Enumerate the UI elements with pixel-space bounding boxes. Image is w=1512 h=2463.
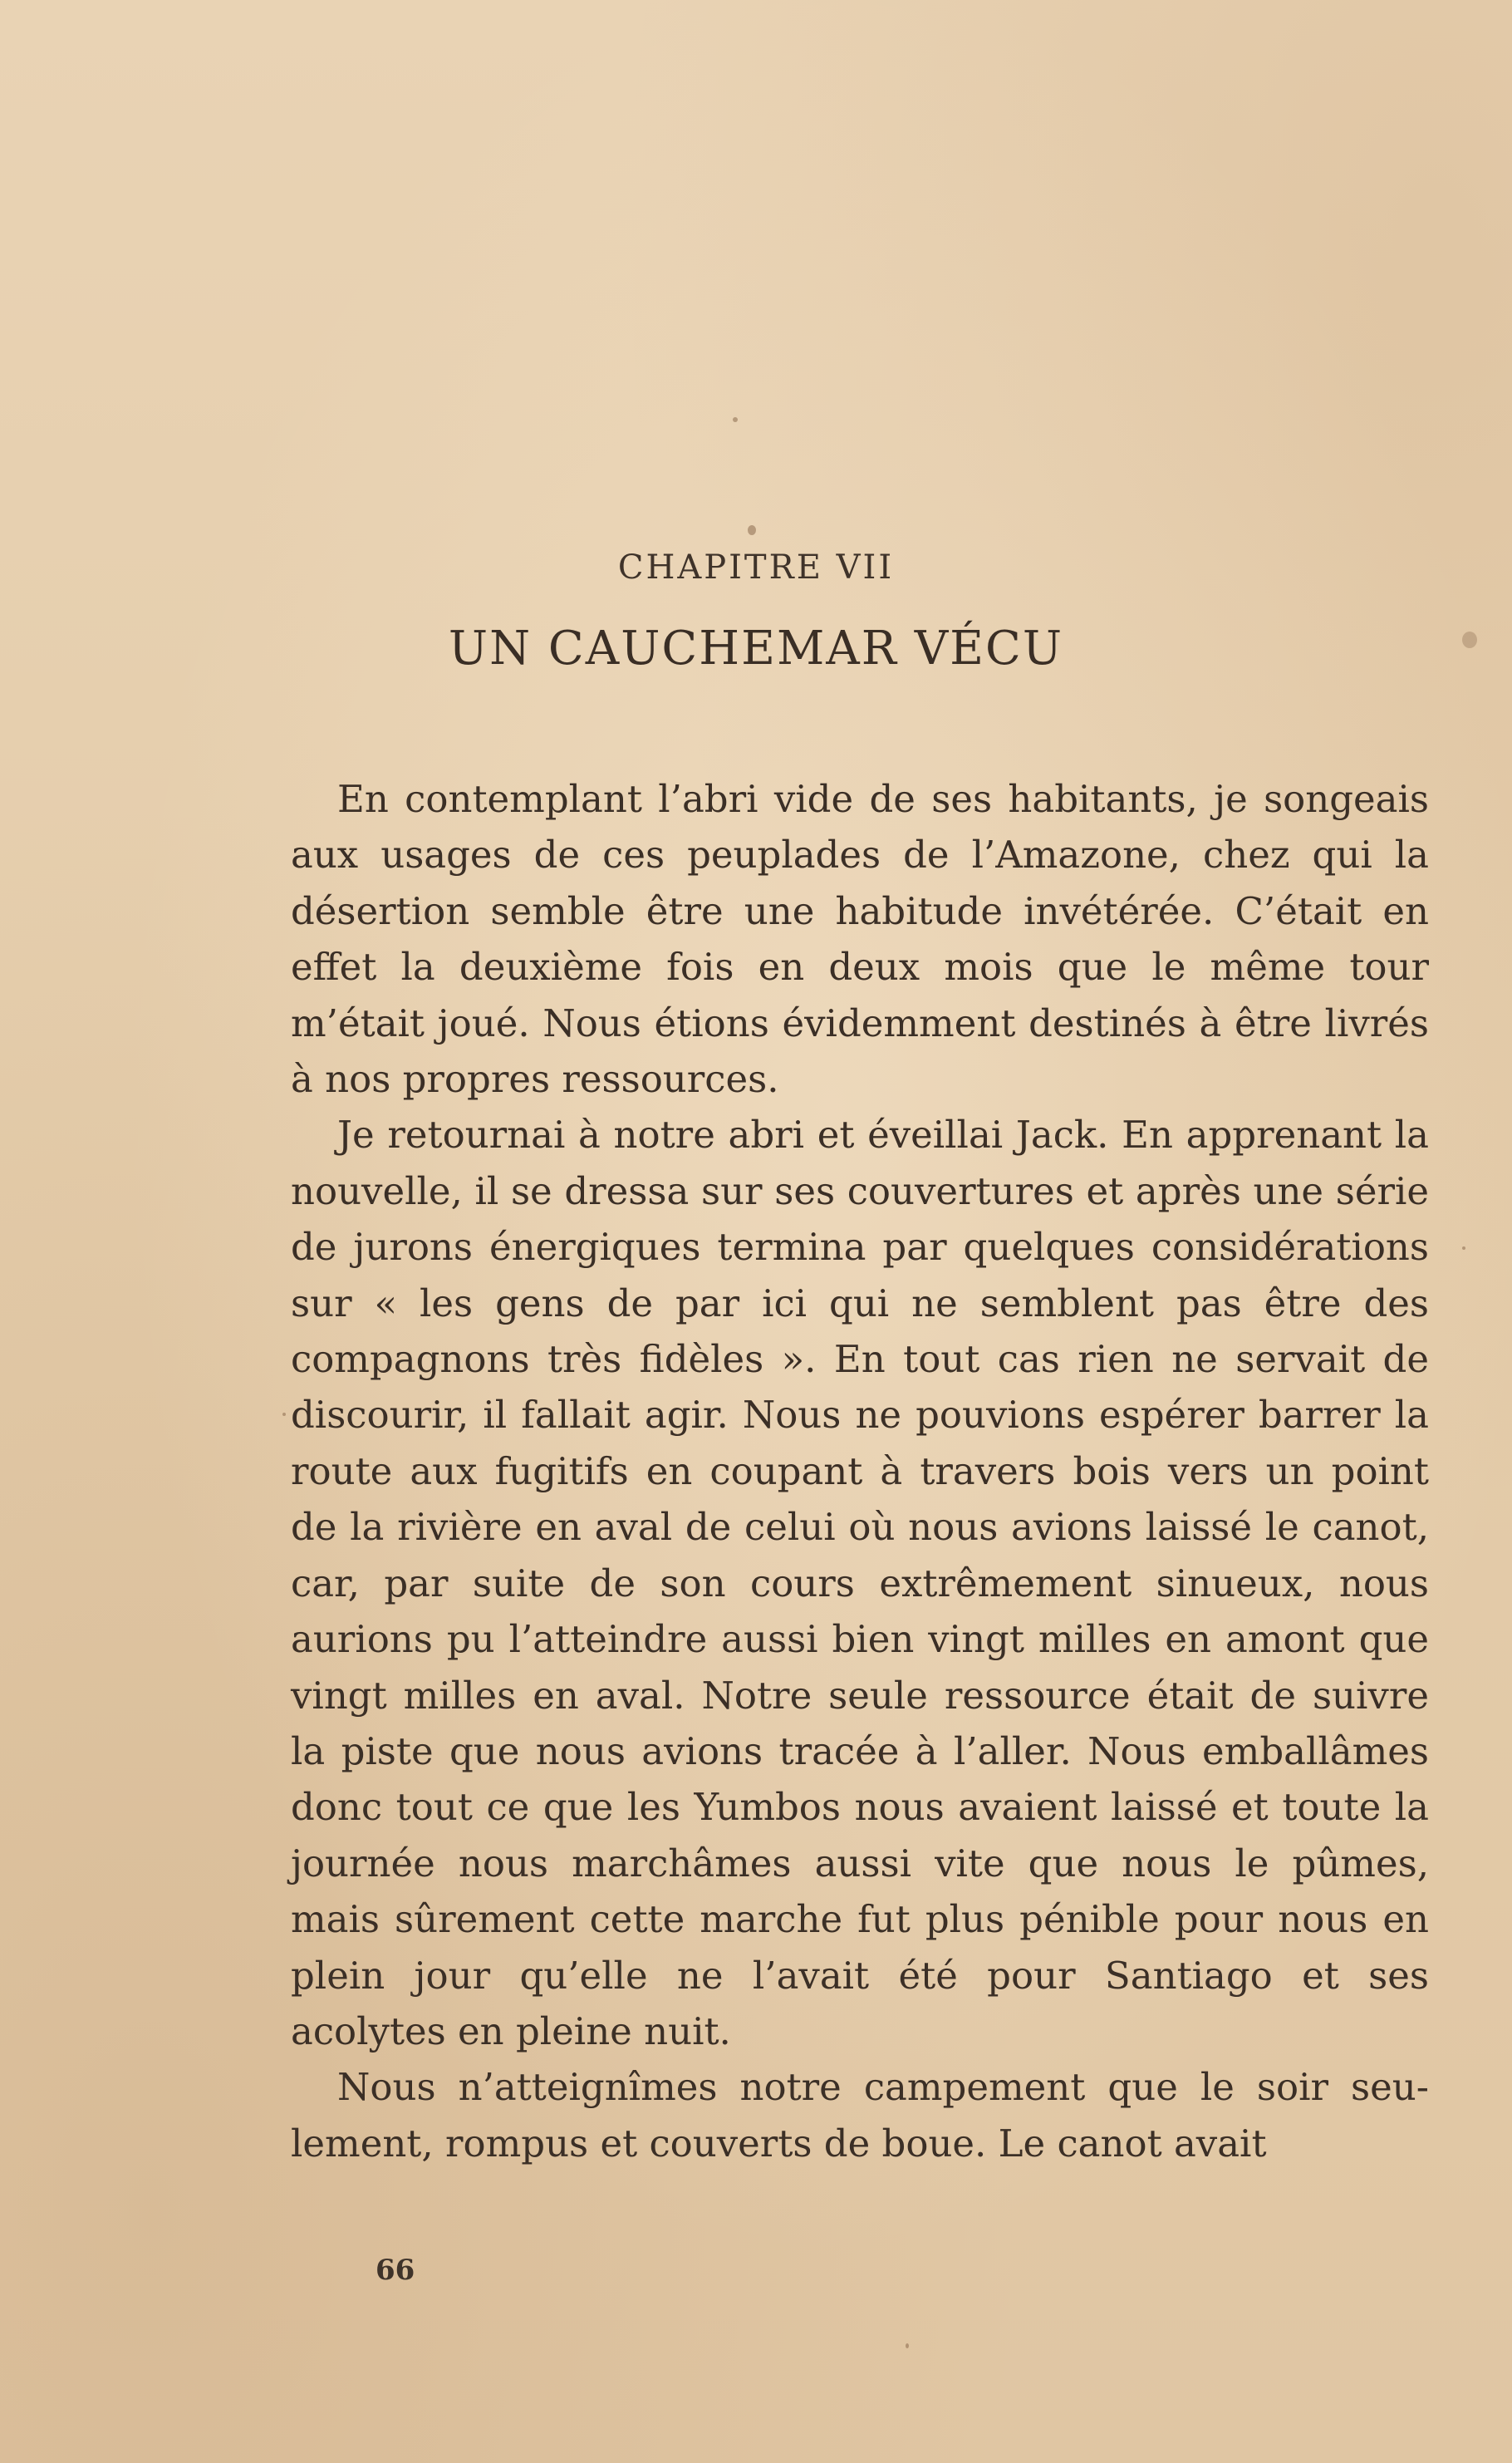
page-number: 66 — [376, 2254, 415, 2287]
paragraph: Nous n’atteignîmes notre campement que le soir seulement, rompus et couverts de boue. Le canot avait — [291, 2065, 1429, 2166]
paper-speck — [733, 417, 738, 422]
chapter-title: UN CAUCHEMAR VÉCU — [448, 622, 1064, 676]
paper-speck — [1462, 1246, 1465, 1250]
paragraph: Je retournai à notre abri et éveillai Jack. En apprenant la nouvelle, il se dressa sur ses couvertures et après une série de jurons énergiques termina par quelques considérations sur « les gens de par ici qui ne semblent pas être des compagnons très fidèles ». En tout cas rien ne servait de discourir, il fallait agir. Nous ne pouvions espérer barrer la route aux fugitifs en coupant à travers bois vers un point de la rivière en aval de celui où nous avions laissé le canot, car, par suite de son cours extrêmement sinueux, nous aurions pu l’atteindre aussi bien vingt milles en amont que vingt milles en aval. Notre seule ressource était de suivre la piste que nous avions tracée à l’aller. Nous emballâmes donc tout ce que les Yumbos nous avaient laissé et toute la journée nous marchâmes aussi vite que nous le pûmes, mais sûrement cette marche fut plus pénible pour nous en plein jour qu’elle ne l’avait été pour Santiago et ses acolytes en pleine nuit. — [291, 1113, 1429, 2053]
chapter-number: CHAPITRE VII — [617, 548, 895, 587]
paper-speck — [282, 1413, 286, 1416]
paragraph: En contemplant l’abri vide de ses habitants, je songeais aux usages de ces peuplades de l’Amazone, chez qui la désertion semble être une habitude invétérée. C’était en effet la deuxième fois en deux mois que le même tour m’était joué. Nous étions évidemment destinés à être livrés à nos propres ressources. — [291, 777, 1429, 1102]
paper-speck — [906, 2343, 909, 2348]
body-text — [291, 771, 1429, 2171]
paper-speck — [748, 525, 756, 535]
